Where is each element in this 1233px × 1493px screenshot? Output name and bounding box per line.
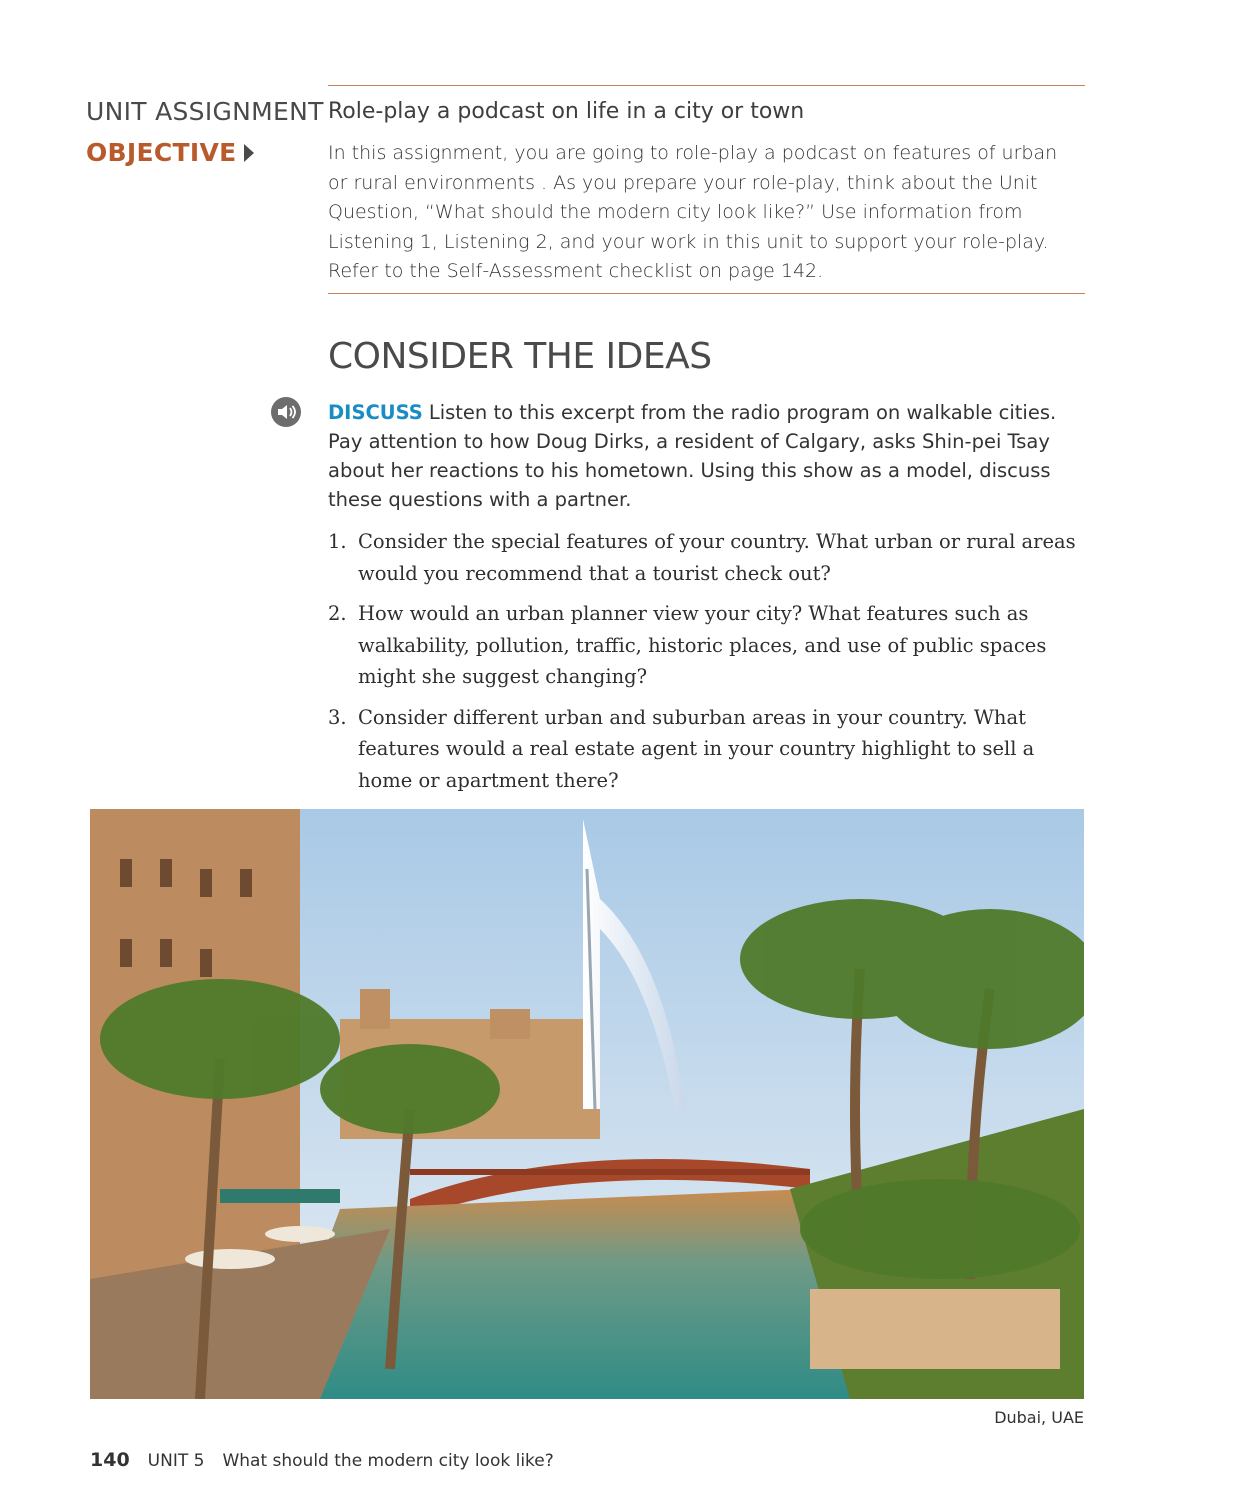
discuss-text: Listen to this excerpt from the radio program on walkable cities. Pay attention to how Doug Dirks, a resident of Calgary, asks Shin-pei Tsay about her reactions to his hometown. Using this show as a model, discuss these questions with a partner. [328,401,1057,511]
top-rule [328,85,1085,86]
question-number: 1. [328,530,347,553]
assignment-title: Role-play a podcast on life in a city or town [328,99,805,124]
audio-speaker-icon[interactable] [270,396,302,428]
dubai-photo [90,809,1084,1399]
objective-text: OBJECTIVE [86,138,237,167]
unit-assignment-label: UNIT ASSIGNMENT [86,97,324,126]
bottom-rule [328,293,1085,294]
question-list [328,526,1088,805]
objective-label [86,138,254,167]
question-text: Consider different urban and suburban areas in your country. What features would a real estate agent in your country highlight to sell a home or apartment there? [358,705,1035,792]
question-text: How would an urban planner view your city? What features such as walkability, pollution, traffic, historic places, and use of public spaces might she suggest changing? [358,602,1047,688]
assignment-body: In this assignment, you are going to role-play a podcast on features of urban or rural environments . As you prepare your role-play, think about the Unit Question, “What should the modern city look like?” Use information from Listening 1, Listening 2, and your work in this unit to support your role-play. Refer to the Self-Assessment checklist on page 142. [328,142,1058,282]
list-item [328,702,1088,797]
discuss-paragraph [328,398,1088,514]
page-footer [90,1449,554,1471]
question-text: Consider the special features of your country. What urban or rural areas would you recommend that a tourist check out? [358,530,1076,585]
discuss-keyword: DISCUSS [328,401,423,424]
page-number: 140 [90,1449,130,1471]
list-item [328,598,1088,693]
question-number: 3. [328,705,347,729]
question-number: 2. [328,602,347,625]
footer-unit-question: What should the modern city look like? [222,1451,554,1471]
footer-unit: UNIT 5 [147,1451,205,1471]
triangle-arrow-icon [244,144,254,162]
list-item [328,526,1088,589]
section-title: CONSIDER THE IDEAS [328,336,712,377]
photo-caption: Dubai, UAE [994,1408,1084,1427]
